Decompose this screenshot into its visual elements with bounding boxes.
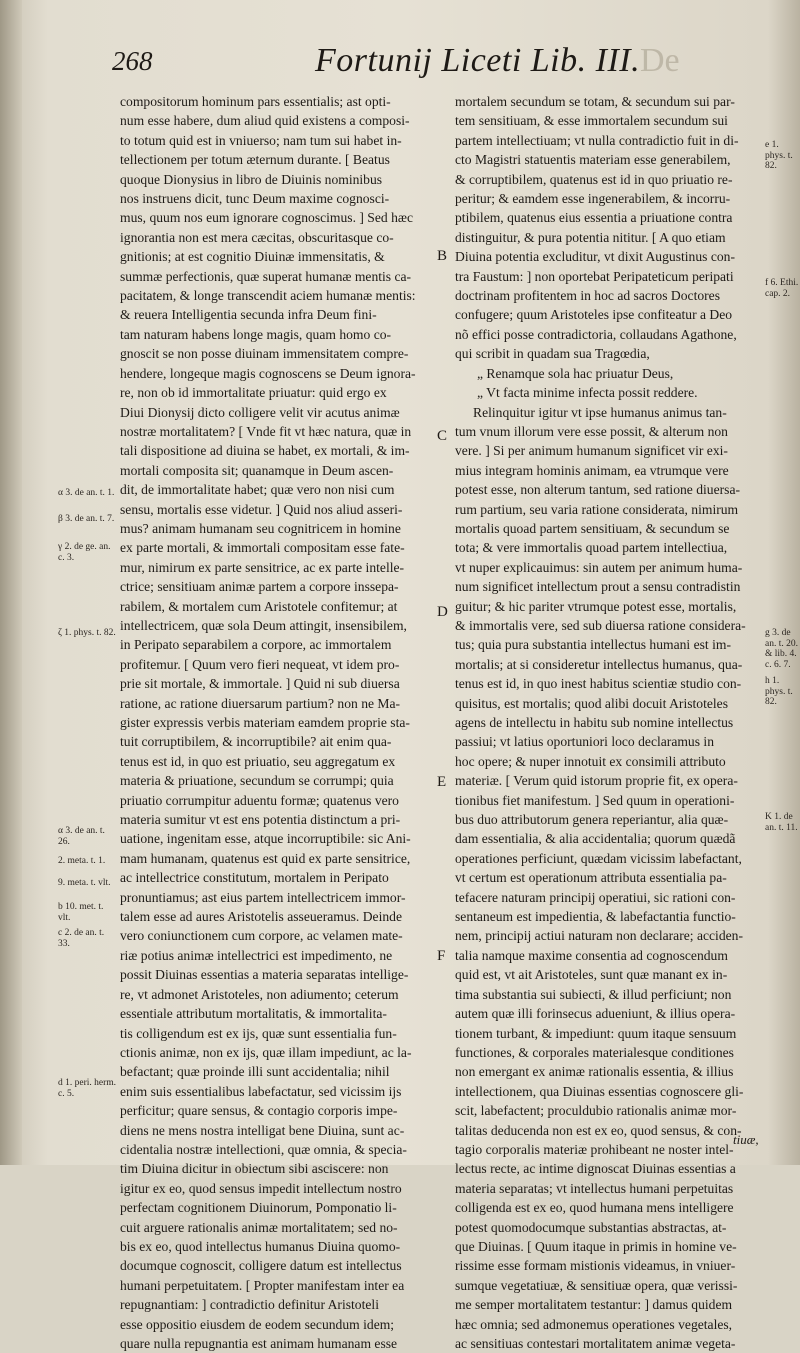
text-line: tenus est id, in quo inest habitus scientiæ studio con-	[455, 676, 742, 692]
text-line: agens de intellectu in habitu sub nomine intellectus	[455, 715, 734, 730]
margin-note: e 1. phys. t. 82.	[765, 140, 793, 171]
text-line: to totum quid est in vniuerso; nam tum sui habet in-	[120, 132, 402, 148]
text-line: nem, principij actiui naturam non declarare; acciden-	[455, 928, 743, 944]
text-line: non emergant ex animæ rationalis essentia, & illius	[455, 1064, 734, 1080]
section-letter: D	[437, 604, 448, 620]
text-line: lectus recte, ac intime dignoscat Diuinas essentias a	[455, 1161, 736, 1177]
text-line: sumque vegetatiuæ, & sensitiuæ opera, quæ verissi-	[455, 1277, 738, 1293]
text-line: tenus est id, in quo est priuatio, seu aggregatum ex	[120, 753, 396, 769]
text-line: ratione, ac ratione diuersarum partium? non ne Ma-	[120, 695, 401, 711]
text-line: autem quæ illi forinsecus adueniunt, & illius opera-	[455, 1006, 736, 1022]
text-line: uatione, ingenitam esse, atque incorruptibile: sic Ani-	[120, 831, 411, 847]
text-line: quare nulla repugnantia est animam humanam esse	[120, 1336, 398, 1351]
text-line: perfectam cognitionem Diuinorum, Pomponatio li-	[120, 1200, 397, 1216]
margin-note: β 3. de an. t. 7.	[58, 514, 115, 524]
text-line: gnoscit se non posse diuinam immensitatem compre-	[120, 346, 409, 362]
text-line: esse oppositio eiusdem de eodem secundum idem;	[120, 1316, 395, 1332]
text-line: mius integram hominis animam, ea vtrumque vere	[455, 462, 729, 478]
text-line: vt nuper explicauimus: sin autem per animum huma-	[455, 559, 743, 575]
margin-note: ζ 1. phys. t. 82.	[58, 628, 116, 638]
text-line: gister expressis verbis materiam eamdem proprie sta-	[120, 715, 410, 730]
text-line: pronuntiamus; ast eius partem intellectricem immor-	[120, 889, 406, 905]
text-line: passiui; vt latius oportuniori loco declaramus in	[455, 734, 714, 750]
text-line: functiones, & corporales materialesque conditiones	[455, 1044, 734, 1060]
text-line: dit, de immortalitate habet; quæ vero non nisi cum	[120, 482, 395, 498]
text-line: mur, nimirum ex parte sensitrice, ac ex parte intelle-	[120, 559, 405, 575]
text-line: peritur; & eamdem esse ingenerabilem, & incorru-	[455, 191, 731, 207]
text-line: tali dispositione ad diuina se habet, ex mortali, & im-	[120, 443, 410, 459]
text-line: quid est, vt ait Aristoteles, sunt quæ manant ex in-	[455, 967, 728, 983]
text-line: scit, labefactent; proculdubio rationalis animæ mor-	[455, 1103, 737, 1119]
text-line: hendere, longeque magis cognoscens se Deum ignora-	[120, 365, 416, 381]
text-line: pacitatem, & longe transcendit aciem humanæ mentis:	[120, 288, 416, 304]
text-line: materia & priuatione, secundum se corrumpi; quia	[120, 773, 394, 789]
text-line: operationes perficiunt, quædam vicissim labefactant,	[455, 850, 742, 866]
text-line: materia separatas; vt intellectus humani perpetuitas	[455, 1180, 734, 1196]
margin-note: α 3. de an. t. 1.	[58, 488, 115, 498]
text-line: ac intellectrice constitutum, mortalem in Peripato	[120, 870, 389, 886]
text-line: tota; & vere immortalis quoad partem intellectiua,	[455, 540, 728, 556]
text-line: mam humanam, quatenus est quid ex parte sensitrice,	[120, 850, 411, 866]
text-line: hæc omnia; sed admonemus operationes vegetales,	[455, 1316, 733, 1332]
section-letter: E	[437, 774, 447, 790]
text-line: que Diuinas. [ Quum itaque in primis in homine ve-	[455, 1238, 737, 1254]
text-line: summæ perfectionis, quæ superat humanæ mentis ca-	[120, 268, 412, 284]
text-line: mortalem secundum se totam, & secundum sui par-	[455, 94, 735, 109]
text-line: intellectricem, quæ sola Deum attingit, insensibilem,	[120, 617, 407, 633]
text-line: ctionis animæ, non ex ijs, quæ illam impediunt, ac la-	[120, 1044, 412, 1060]
text-line: mortali composita sit; quanamque in Deum ascen-	[120, 462, 394, 478]
text-line: tra Faustum: ] non oportebat Peripateticum peripati	[455, 268, 734, 284]
text-line: vere. ] Si per animum humanum significet vir exi-	[455, 443, 728, 459]
text-line: „ Vt facta minime infecta possit reddere.	[477, 385, 698, 401]
section-letter: B	[437, 248, 448, 264]
text-line: documque cognoscit, colligere datum est intellectus	[120, 1258, 402, 1274]
text-line: vt certum est operationum attributa essentialia pa-	[455, 870, 727, 886]
text-line: guitur; & hic pariter vtrumque potest esse, mortalis,	[455, 598, 737, 614]
text-line: mortalis; at si consideretur intellectus humanus, qua-	[455, 656, 743, 672]
text-line: cidentalia nostræ intellectioni, quæ omnia, & specia-	[120, 1141, 407, 1157]
margin-note: γ 2. de ge. an. c. 3.	[58, 542, 111, 563]
text-line: diens ne mens nostra intelligat bene Diuina, sunt ac-	[120, 1122, 405, 1138]
text-line: rum partium, seu varia ratione considerata, nimirum	[455, 501, 739, 517]
text-line: tim Diuina dicitur in obiectum sibi asciscere: non	[120, 1161, 389, 1177]
text-line: rissime esse formam mistionis videamus, in vniuer-	[455, 1258, 736, 1274]
text-line: vero coniunctionem cum corpore, ac velamen mate-	[120, 928, 403, 944]
text-line: doctrinam profitentem in hoc ad sacros Doctores	[455, 288, 720, 304]
text-line: tuit corruptibilem, & incorruptibile? ait enim qua-	[120, 734, 392, 750]
margin-note: g 3. de an. t. 20. & lib. 4. c. 6. 7.	[765, 628, 798, 670]
text-line: qui scribit in quadam sua Tragœdia,	[455, 346, 650, 362]
text-line: intellectionem, qua Diuinas essentias cognoscere gli-	[455, 1083, 744, 1099]
text-line: materiæ. [ Verum quid istorum proprie fit, ex opera-	[455, 773, 738, 789]
text-line: compositorum hominum pars essentialis; ast opti-	[120, 94, 391, 109]
text-line: sentaneum est impedientia, & labefactantia functio-	[455, 909, 736, 925]
text-line: Diui Dionysij dicto colligere velit vir acutus animæ	[120, 404, 400, 420]
text-line: ctrice; sensitiuam animæ partem a corpore inssepa-	[120, 579, 399, 595]
text-line: mus, quum nos eum ignorare cognoscimus. ] Sed hæc	[120, 210, 413, 226]
text-line: tefacere naturam principij operatiui, sic rationi con-	[455, 889, 736, 905]
text-line: ac sensitiuas contestari mortalitatem animæ vegeta-	[455, 1336, 736, 1351]
margin-note: K 1. de an. t. 11.	[765, 812, 798, 833]
text-line: partem intellectiuam; vt nulla contradictio fuit in di-	[455, 132, 739, 148]
text-line: nõ effici posse contradictoria, collaudans Agathone,	[455, 326, 737, 342]
page-header	[100, 40, 660, 90]
text-line: talitas deducenda non est ex eo, quod sensus, & con-	[455, 1122, 742, 1138]
text-line: in Peripato separabilem a corpore, ac immortalem	[120, 637, 392, 653]
text-line: talia namque maxime consentia ad cognoscendum	[455, 947, 728, 963]
text-line: profitemur. [ Quum vero fieri nequeat, vt idem pro-	[120, 656, 400, 672]
text-line: possit Diuinas essentias a materia separatas intellige-	[120, 967, 409, 983]
margin-note: b 10. met. t. vlt.	[58, 902, 104, 923]
text-line: „ Renamque sola hac priuatur Deus,	[477, 365, 674, 381]
text-line: gnitionis; at est cognitio Diuinæ immensitatis, &	[120, 249, 385, 265]
text-line: & immortalis vere, sed sub diuersa ratione considera-	[455, 617, 746, 633]
text-line: tus; quia pura substantia intellectus humani est im-	[455, 637, 731, 653]
text-line: quisitus, est mortalis; quod alibi docuit Aristoteles	[455, 695, 728, 711]
text-line: mortalis quoad partem sensitiuam, & secundum se	[455, 520, 730, 536]
running-head: Fortunij Liceti Lib. III.	[315, 42, 641, 79]
text-line: cto Magistri statuentis materiam esse generabilem,	[455, 152, 731, 168]
section-letter: C	[437, 428, 448, 444]
margin-note: 9. meta. t. vlt.	[58, 878, 111, 888]
catchword: tiuæ,	[733, 1132, 759, 1147]
margin-note: α 3. de an. t. 26.	[58, 826, 105, 847]
text-line: cuit arguere rationalis animæ mortalitatem; sed no-	[120, 1219, 398, 1235]
left-text-column	[120, 92, 435, 1353]
text-line: nostræ mortalitatem? [ Vnde fit vt hæc natura, quæ in	[120, 423, 412, 439]
text-line: quoque Dionysius in libro de Diuinis nominibus	[120, 171, 383, 187]
text-line: perficitur; quare sensus, & contagio corporis impe-	[120, 1103, 398, 1119]
text-line: potest quomodocumque substantias abstractas, at-	[455, 1219, 727, 1235]
margin-note: c 2. de an. t. 33.	[58, 928, 105, 949]
text-line: igitur ex eo, quod sensus impedit intellectum nostro	[120, 1180, 402, 1196]
text-line: tem sensitiuam, & esse immortalem secundum sui	[455, 113, 728, 129]
text-line: potest esse, non alterum tantum, sed ratione diuersa-	[455, 482, 741, 498]
text-line: bis ex eo, quod intellectus humanus Diuina quomo-	[120, 1238, 401, 1254]
text-line: humani perpetuitatem. [ Propter manifestam inter ea	[120, 1277, 405, 1293]
text-line: enim suis essentialibus labefactatur, sed vicissim ijs	[120, 1083, 402, 1099]
text-line: distinguitur, & pura potentia nititur. [ A quo etiam	[455, 229, 726, 245]
text-line: priuatio corrumpitur aduentu formæ; quatenus vero	[120, 792, 399, 808]
text-line: tum vnum illorum vere esse possit, & alterum non	[455, 423, 728, 439]
right-text-column	[455, 92, 773, 1353]
text-line: prie sit mortale, & immortale. ] Quid ni sub diuersa	[120, 676, 400, 692]
text-line: materia sumitur vt est ens potentia distinctum a pri-	[120, 812, 401, 828]
margin-note: 2. meta. t. 1.	[58, 856, 106, 866]
text-line: dam essentialia, & alia accidentalia; quorum quædã	[455, 831, 736, 847]
text-line: rabilem, & mortalem cum Aristotele confitemur; at	[120, 598, 398, 614]
text-line: riæ potius animæ intellectrici est impedimento, ne	[120, 947, 393, 963]
margin-note: d 1. peri. herm. c. 5.	[58, 1078, 117, 1099]
text-line: Diuina potentia excluditur, vt dixit Augustinus con-	[455, 249, 735, 265]
text-line: re, non ob id immortalitate priuatur: quid ergo ex	[120, 385, 387, 401]
text-line: bus duo attributorum genera reperiantur, alia quæ-	[455, 812, 729, 828]
text-line: me semper mortalitatem testantur: ] damus quidem	[455, 1297, 733, 1313]
text-line: num esse habere, dum aliud quid existens a composi-	[120, 113, 410, 129]
page-number: 268	[112, 46, 153, 76]
margin-note: h 1. phys. t. 82.	[765, 676, 793, 707]
text-line: colligenda est ex eo, quod humana mens intelligere	[455, 1200, 734, 1216]
text-line: tionem turbant, & impediunt: quum itaque sensuum	[455, 1025, 737, 1041]
text-line: tionibus fiet manifestum. ] Sed quum in operationi-	[455, 792, 735, 808]
text-line: & corruptibilem, quatenus est id in quo priuatio re-	[455, 171, 733, 187]
text-line: sensu, mortalis esse videtur. ] Quid nos aliud asseri-	[120, 501, 403, 517]
text-line: tima substantia sui subiecti, & illud perficiunt; non	[455, 986, 732, 1002]
text-line: tellectionem per totum æternum durante. [ Beatus	[120, 152, 390, 168]
text-line: tagio corporalis materiæ prohibeant ne noster intel-	[455, 1141, 734, 1157]
text-line: hoc opere; & nuper innotuit ex consimili attributo	[455, 753, 726, 769]
text-line: tis colligendum est ex ijs, quæ sunt essentialia fun-	[120, 1025, 397, 1041]
text-line: mus? animam humanam seu cognitricem in homine	[120, 520, 401, 536]
text-line: talem esse ad aures Aristotelis asseueramus. Deinde	[120, 909, 402, 925]
text-line: repugnantiam: ] contradictio definitur Aristoteli	[120, 1297, 379, 1313]
text-line: num significet intellectum prout a sensu contradistin	[455, 579, 741, 595]
text-line: essentiale attributum mortalitatis, & immortalita-	[120, 1006, 387, 1022]
text-line: tam naturam habens longe magis, quam homo co-	[120, 326, 392, 342]
text-line: & reuera Intelligentia secunda infra Deum fini-	[120, 307, 377, 323]
text-line: Relinquitur igitur vt ipse humanus animus tan-	[473, 404, 727, 420]
bleed-through-text: De	[640, 42, 680, 79]
text-line: befactant; quæ proinde illi sunt accidentalia; nihil	[120, 1064, 390, 1080]
text-line: re, vt admonet Aristoteles, non adiumento; ceterum	[120, 986, 399, 1002]
text-line: nos instruens dicit, tunc Deum maxime cognosci-	[120, 191, 390, 207]
text-line: ignorantia non est mera cæcitas, obscuritasque co-	[120, 229, 394, 245]
text-line: ex parte mortali, & immortali compositam esse fate-	[120, 540, 405, 556]
section-letter: F	[437, 948, 446, 964]
text-line: confugere; quum Aristoteles ipse confiteatur a Deo	[455, 307, 733, 323]
page-gutter-shadow	[0, 0, 22, 1165]
margin-note: f 6. Ethi. cap. 2.	[765, 278, 799, 299]
text-line: ptibilem, quatenus eius essentia a priuatione contra	[455, 210, 733, 226]
